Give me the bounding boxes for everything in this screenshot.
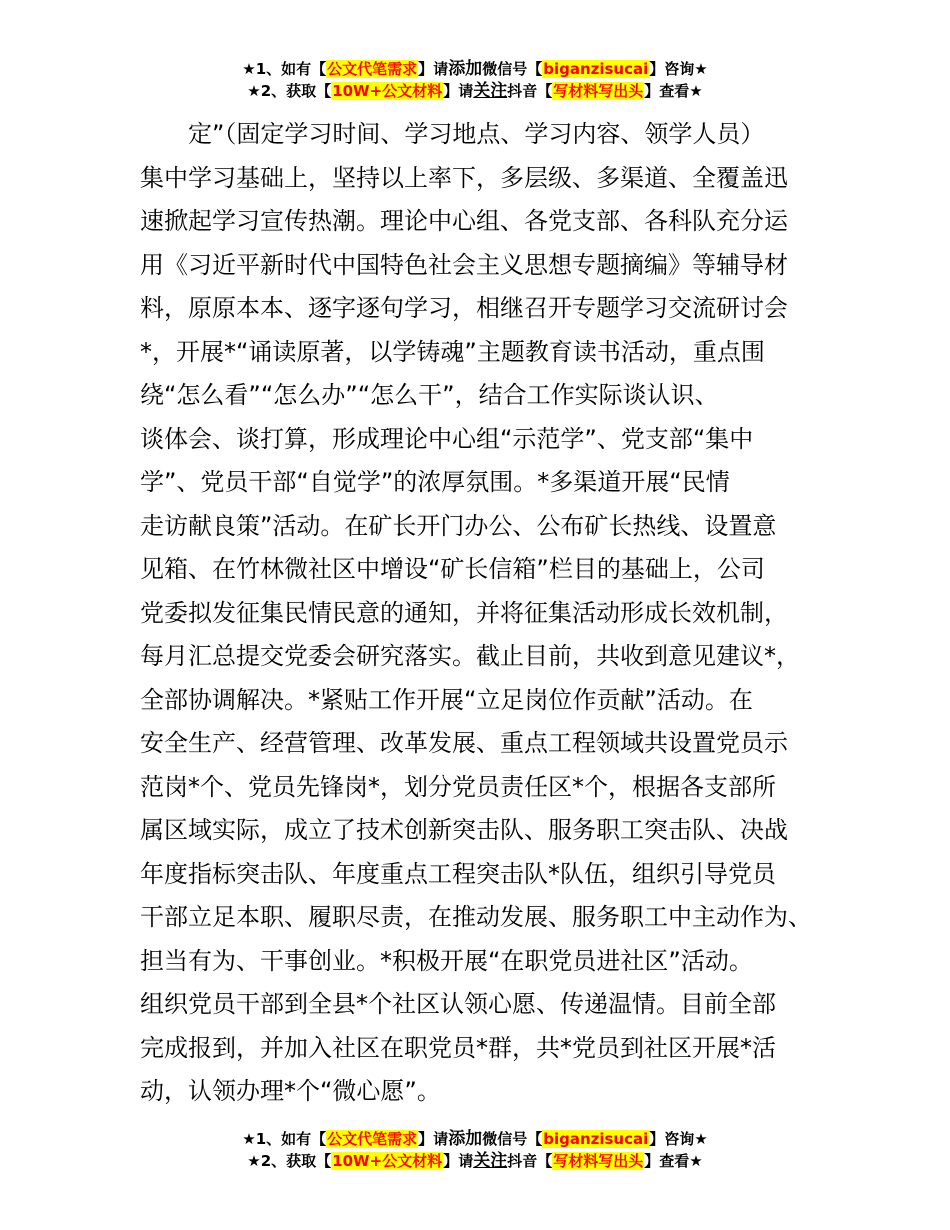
banner-highlight-service: 公文代笔需求 — [327, 60, 418, 78]
banner-emphasis: 关注 — [473, 81, 508, 101]
body-line: 走访献良策”活动。在矿长开门办公、公布矿长热线、设置意 — [140, 511, 777, 540]
banner-text: 】请 — [443, 82, 474, 100]
body-line: 速掀起学习宣传热潮。理论中心组、各党支部、各科队充分运 — [140, 207, 788, 235]
banner-text: 抖音【 — [507, 82, 553, 100]
body-line: 年度指标突击队、年度重点工程突击队*队伍，组织引导党员 — [140, 859, 776, 888]
body-line: *，开展*“诵读原著，以学铸魂”主题教育读书活动，重点围 — [140, 337, 765, 366]
body-line: 属区域实际，成立了技术创新突击队、服务职工突击队、决战 — [140, 816, 788, 844]
banner-text: 微信号【 — [482, 1130, 543, 1148]
body-line: 干部立足本职、履职尽责，在推动发展、服务职工中主动作为、 — [140, 903, 812, 931]
document-body — [140, 113, 840, 1114]
footer-banner — [0, 1128, 950, 1172]
body-line: 学”、党员干部“自觉学”的浓厚氛围。*多渠道开展“民情 — [140, 468, 730, 496]
banner-text: ★2、获取【 — [247, 1152, 332, 1170]
body-line: 谈体会、谈打算，形成理论中心组“示范学”、党支部“集中 — [140, 424, 754, 453]
banner-line-2 — [0, 1150, 950, 1172]
body-line: 每月汇总提交党委会研究落实。截止目前，共收到意见建议*， — [140, 642, 800, 670]
body-line: 范岗*个、党员先锋岗*，划分党员责任区*个，根据各支部所 — [140, 772, 776, 801]
banner-line-1 — [0, 58, 950, 80]
body-line: 见箱、在竹林微社区中增设“矿长信箱”栏目的基础上，公司 — [140, 555, 765, 583]
body-line: 料，原原本本、逐字逐句学习，相继召开专题学习交流研讨会 — [140, 294, 788, 322]
banner-highlight-douyin: 写材料写出头 — [553, 1152, 644, 1170]
body-line: 完成报到，并加入社区在职党员*群，共*党员到社区开展*活 — [140, 1033, 776, 1062]
body-line: 绕“怎么看”“怎么办”“怎么干”，结合工作实际谈认识、 — [140, 381, 719, 409]
banner-text: 】查看★ — [644, 82, 703, 100]
header-banner — [0, 58, 950, 102]
banner-text: 】请 — [418, 1130, 449, 1148]
body-line: 集中学习基础上，坚持以上率下，多层级、多渠道、全覆盖迅 — [140, 163, 788, 192]
body-line: 担当有为、干事创业。*积极开展“在职党员进社区”活动。 — [140, 946, 753, 975]
banner-highlight-wechat-id: biganzisucai — [543, 1130, 649, 1148]
body-line: 定”（固定学习时间、学习地点、学习内容、领学人员） — [188, 120, 765, 148]
banner-text: 】咨询★ — [649, 1130, 708, 1148]
banner-text: 】请 — [418, 60, 449, 78]
body-line: 党委拟发征集民情民意的通知，并将征集活动形成长效机制， — [140, 598, 788, 627]
banner-text: ★1、如有【 — [242, 1130, 327, 1148]
body-line: 用《习近平新时代中国特色社会主义思想专题摘编》等辅导材 — [140, 250, 788, 279]
banner-highlight-service: 公文代笔需求 — [327, 1130, 418, 1148]
banner-emphasis: 添加 — [448, 59, 483, 79]
banner-line-2 — [0, 80, 950, 102]
banner-text: 抖音【 — [507, 1152, 553, 1170]
banner-text: ★1、如有【 — [242, 60, 327, 78]
banner-highlight-douyin: 写材料写出头 — [553, 82, 644, 100]
body-line: 组织党员干部到全县*个社区认领心愿、传递温情。目前全部 — [140, 990, 776, 1018]
banner-highlight-materials: 10W+公文材料 — [332, 1152, 443, 1170]
body-line: 全部协调解决。*紧贴工作开展“立足岗位作贡献”活动。在 — [140, 685, 753, 714]
body-line: 安全生产、经营管理、改革发展、重点工程领域共设置党员示 — [140, 729, 788, 757]
banner-highlight-materials: 10W+公文材料 — [332, 82, 443, 100]
banner-text: 微信号【 — [482, 60, 543, 78]
body-line: 动，认领办理*个“微心愿”。 — [140, 1077, 441, 1105]
banner-text: 】查看★ — [644, 1152, 703, 1170]
banner-text: 】咨询★ — [649, 60, 708, 78]
banner-text: ★2、获取【 — [247, 82, 332, 100]
banner-text: 】请 — [443, 1152, 474, 1170]
banner-emphasis: 添加 — [448, 1129, 483, 1149]
banner-emphasis: 关注 — [473, 1151, 508, 1171]
banner-highlight-wechat-id: biganzisucai — [543, 60, 649, 78]
banner-line-1 — [0, 1128, 950, 1150]
